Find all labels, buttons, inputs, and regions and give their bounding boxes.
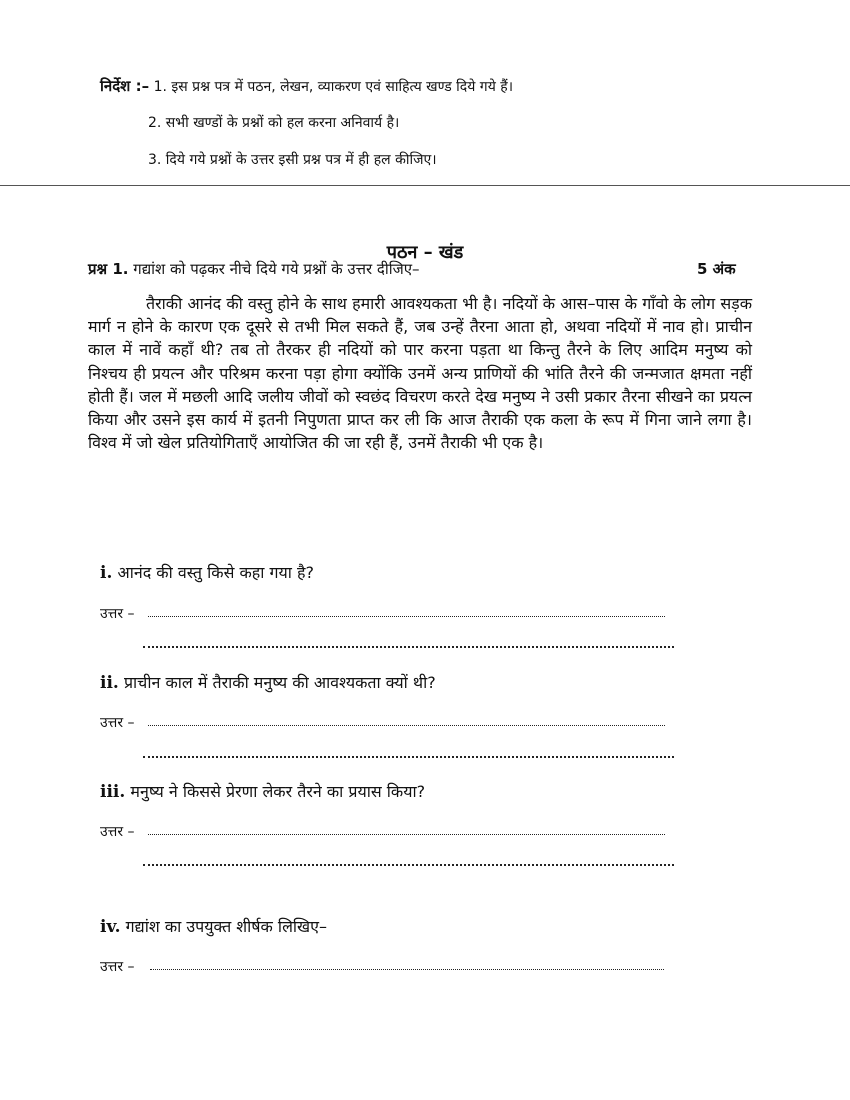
answer-line[interactable] xyxy=(143,646,674,648)
subquestion-text: मनुष्य ने किससे प्रेरणा लेकर तैरने का प्रयास किया? xyxy=(130,782,426,801)
subquestion-text: आनंद की वस्तु किसे कहा गया है? xyxy=(117,563,314,582)
instruction-item-3: 3. दिये गये प्रश्नों के उत्तर इसी प्रश्न पत्र में ही हल कीजिए। xyxy=(148,152,437,168)
answer-line[interactable] xyxy=(148,725,665,726)
answer-line[interactable] xyxy=(150,969,664,970)
question-text: गद्यांश को पढ़कर नीचे दिये गये प्रश्नों के उत्तर दीजिए– xyxy=(133,260,420,278)
answer-label: उत्तर – xyxy=(100,715,135,731)
section-title: पठन – खंड xyxy=(386,242,464,263)
divider xyxy=(0,185,850,186)
instructions-label: निर्देश :– xyxy=(100,77,150,95)
passage-text: तैराकी आनंद की वस्तु होने के साथ हमारी आवश्यकता भी है। नदियों के आस–पास के गाँवो के लोग सड़क मार्ग न होने के कारण एक दूसरे से तभी मिल सकते हैं, जब उन्हें तैरना आता हो, अथवा नदियों में नाव हो। प्राचीन काल में नावें कहाँ थी? तब तो तैरकर ही नदियों को पार करना पड़ता था किन्तु तैरने के लिए आदिम मनुष्य को निश्चय ही प्रयत्न और परिश्रम करना पड़ा होगा क्योंकि उनमें अन्य प्राणियों की भांति तैरने की जन्मजात क्षमता नहीं होती हैं। जल में मछली आदि जलीय जीवों को स्वछंद विचरण करते देख मनुष्य ने उसी प्रकार तैरना सीखने का प्रयत्न किया और उसने इस कार्य में इतनी निपुणता प्राप्त कर ली कि आज तैराकी एक कला के रूप में गिना जाने लगा है। विश्व में जो खेल प्रतियोगिताएँ आयोजित की जा रही हैं, उनमें तैराकी भी एक है। xyxy=(88,294,752,453)
answer-label: उत्तर – xyxy=(100,959,135,975)
passage xyxy=(88,292,752,454)
answer-line[interactable] xyxy=(143,864,674,866)
subquestion-number: i. xyxy=(100,563,113,583)
answer-label: उत्तर – xyxy=(100,824,135,840)
subquestion-text: प्राचीन काल में तैराकी मनुष्य की आवश्यकता क्यों थी? xyxy=(123,673,436,692)
answer-line[interactable] xyxy=(148,834,665,835)
question-label: प्रश्न 1. xyxy=(88,260,129,278)
subquestion-number: iv. xyxy=(100,917,121,937)
subquestion-text: गद्यांश का उपयुक्त शीर्षक लिखिए– xyxy=(125,917,327,936)
subquestion-2 xyxy=(100,671,436,693)
answer-label: उत्तर – xyxy=(100,606,135,622)
instruction-item-2: 2. सभी खण्डों के प्रश्नों को हल करना अनिवार्य है। xyxy=(148,115,400,131)
subquestion-number: iii. xyxy=(100,782,126,802)
subquestion-number: ii. xyxy=(100,673,119,693)
subquestion-4 xyxy=(100,915,327,937)
instruction-item-1: 1. इस प्रश्न पत्र में पठन, लेखन, व्याकरण एवं साहित्य खण्ड दिये गये हैं। xyxy=(153,79,513,95)
question-marks: 5 अंक xyxy=(697,260,736,278)
subquestion-3 xyxy=(100,780,425,802)
subquestion-1 xyxy=(100,561,314,583)
answer-line[interactable] xyxy=(148,616,665,617)
answer-line[interactable] xyxy=(143,756,674,758)
question-heading xyxy=(88,259,420,279)
instructions-line-1 xyxy=(100,76,513,96)
